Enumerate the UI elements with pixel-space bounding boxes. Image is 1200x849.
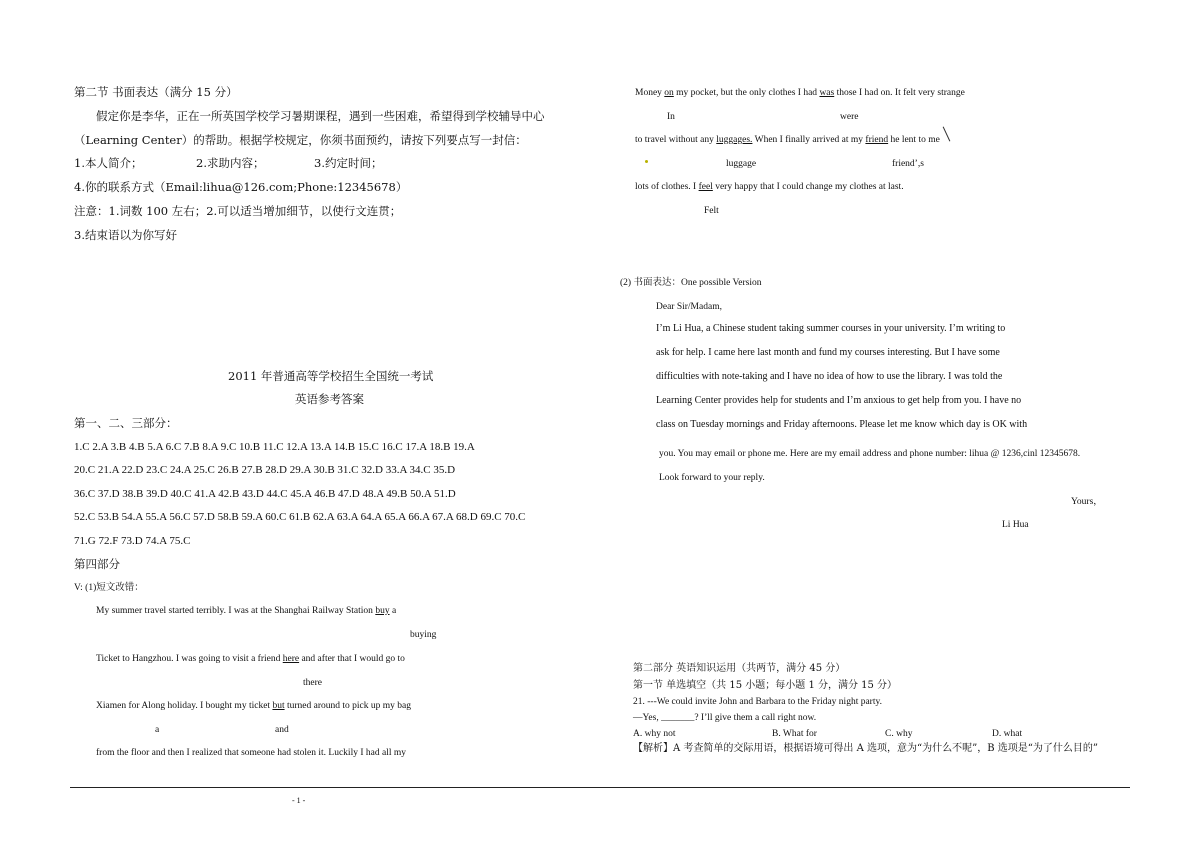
prompt-line-2: （Learning Center）的帮助。根据学校规定，你须书面预约，请按下列要点写一封信： xyxy=(74,133,527,147)
essay-body xyxy=(656,317,1056,437)
option-a: A. why not xyxy=(633,729,676,739)
correction-line-7: lots of clothes. I feel very happy that I could change my clothes at last. xyxy=(635,182,904,192)
correction-fix: and xyxy=(275,725,289,735)
correction-line-3: Xiamen for Along holiday. I bought my ticket but turned around to pick up my bag xyxy=(96,701,411,711)
correction-line-4: from the floor and then I realized that someone had stolen it. Luckily I had all my xyxy=(96,748,406,758)
prompt-line-1: 假定你是李华，正在一所英国学校学习暑期课程，遇到一些困难，希望得到学校辅导中心 xyxy=(96,109,545,123)
error-word: but xyxy=(272,701,285,711)
exam-title: 2011 年普通高等学校招生全国统一考试 xyxy=(228,369,434,383)
correction-line-1: My summer travel started terribly. I was at the Shanghai Railway Station buy a xyxy=(96,606,397,616)
essay-yours: Yours， xyxy=(1071,497,1103,507)
point-3: 3.约定时间； xyxy=(314,156,383,170)
parts-label: 第一、二、三部分： xyxy=(74,416,178,430)
question-21-reply: —Yes, _______? I’ll give them a call right now. xyxy=(633,713,817,723)
question-21: 21. ---We could invite John and Barbara to the Friday night party. xyxy=(633,697,882,707)
dot-mark-icon xyxy=(645,160,648,163)
footer-rule xyxy=(70,787,1130,788)
correction-fix: friend’,s xyxy=(892,159,924,169)
error-word: friend xyxy=(865,135,889,145)
note-line-1: 注意：1.词数 100 左右；2.可以适当增加细节，以使行文连贯； xyxy=(74,204,402,218)
essay-line: difficulties with note-taking and I have no idea of how to use the library. I was told the xyxy=(656,371,1003,382)
page-number: - 1 - xyxy=(292,796,306,805)
error-word: buy xyxy=(375,606,390,616)
part4-label: 第四部分 xyxy=(74,557,120,571)
point-4: 4.你的联系方式（Email:lihua@126.com;Phone:12345678） xyxy=(74,180,408,194)
correction-line-2: Ticket to Hangzhou. I was going to visit a friend here and after that I would go to xyxy=(96,654,405,664)
correction-fix: In xyxy=(667,112,675,122)
section1-header: 第一节 单选填空（共 15 小题；每小题 1 分，满分 15 分） xyxy=(633,680,898,691)
essay-label: (2) 书面表达：One possible Version xyxy=(620,278,762,288)
point-2: 2.求助内容； xyxy=(196,156,265,170)
correction-line-5: Money on my pocket, but the only clothes I had was those I had on. It felt very strange xyxy=(635,88,965,98)
answer-row-4: 52.C 53.B 54.A 55.A 56.C 57.D 58.B 59.A 60.C 61.B 62.A 63.A 64.A 65.A 66.A 67.A 68.D 69.C 70.C xyxy=(74,511,526,523)
essay-line: Learning Center provides help for students and I’m anxious to get help from you. I have no xyxy=(656,395,1022,406)
essay-line: I’m Li Hua, a Chinese student taking summer courses in your university. I’m writing to xyxy=(656,323,1006,334)
error-word: was xyxy=(819,88,835,98)
note-line-2: 3.结束语以为你写好 xyxy=(74,228,177,242)
answer-row-3: 36.C 37.D 38.B 39.D 40.C 41.A 42.B 43.D 44.C 45.A 46.B 47.D 48.A 49.B 50.A 51.D xyxy=(74,488,456,500)
deletion-mark-icon xyxy=(943,127,951,142)
essay-closing: Look forward to your reply. xyxy=(659,473,765,483)
correction-label: V: (1)短文改错： xyxy=(74,583,144,593)
correction-fix: there xyxy=(303,678,322,688)
essay-salutation: Dear Sir/Madam, xyxy=(656,302,722,312)
point-1: 1.本人简介； xyxy=(74,156,143,170)
explanation: 【解析】A 考查简单的交际用语，根据语境可得出 A 选项，意为“为什么不呢”，B 选项是“为了什么目的” xyxy=(633,743,1098,754)
option-b: B. What for xyxy=(772,729,817,739)
essay-line: ask for help. I came here last month and fund my courses interesting. But I have some xyxy=(656,347,1000,358)
error-word: feel xyxy=(698,182,713,192)
essay-line: class on Tuesday mornings and Friday afternoons. Please let me know which day is OK with xyxy=(656,419,1028,430)
essay-signature: Li Hua xyxy=(1002,520,1029,530)
correction-fix: were xyxy=(840,112,859,122)
answer-row-1: 1.C 2.A 3.B 4.B 5.A 6.C 7.B 8.A 9.C 10.B 11.C 12.A 13.A 14.B 15.C 16.C 17.A 18.B 19.A xyxy=(74,441,475,453)
answer-row-2: 20.C 21.A 22.D 23.C 24.A 25.C 26.B 27.B 28.D 29.A 30.B 31.C 32.D 33.A 34.C 35.D xyxy=(74,464,456,476)
correction-fix: Felt xyxy=(704,206,719,216)
correction-fix: luggage xyxy=(726,159,757,169)
error-word: luggages. xyxy=(716,135,753,145)
correction-fix: a xyxy=(155,725,160,735)
answer-row-5: 71.G 72.F 73.D 74.A 75.C xyxy=(74,535,191,547)
correction-fix: buying xyxy=(410,630,437,640)
answer-title: 英语参考答案 xyxy=(295,392,364,406)
option-d: D. what xyxy=(992,729,1023,739)
essay-contact-line: you. You may email or phone me. Here are my email address and phone number: lihua @ 1236,cinl 12345678. xyxy=(659,449,1081,459)
error-word: here xyxy=(282,654,300,664)
correction-line-6: to travel without any luggages. When I finally arrived at my friend he lent to me xyxy=(635,135,940,145)
option-c: C. why xyxy=(885,729,913,739)
writing-section-header: 第二节 书面表达（满分 15 分） xyxy=(74,85,238,99)
part2-header: 第二部分 英语知识运用（共两节，满分 45 分） xyxy=(633,663,846,674)
error-word: on xyxy=(664,88,674,98)
